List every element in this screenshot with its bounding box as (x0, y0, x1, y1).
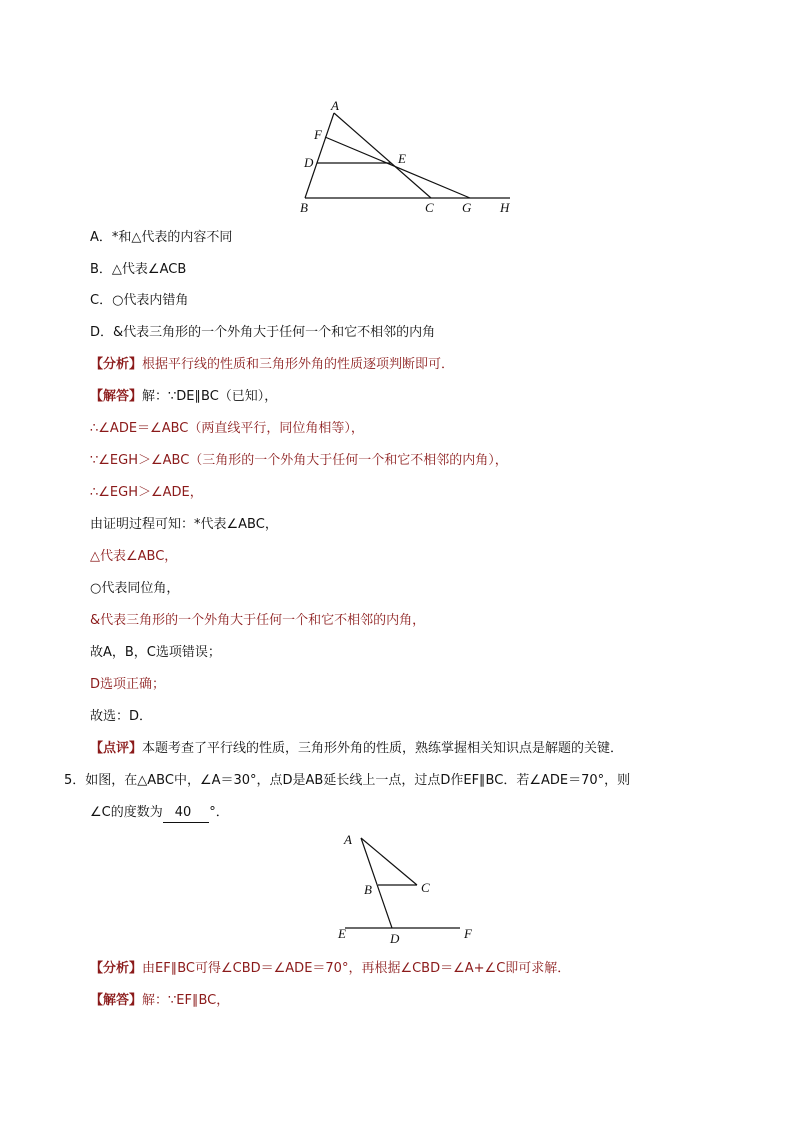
label-h: H (500, 200, 510, 215)
q5-number: 5． (64, 773, 86, 788)
figure-1-geometry (290, 95, 520, 220)
q5-analysis (90, 960, 570, 978)
option-d-letter: D． (90, 325, 114, 340)
option-c-letter: C． (90, 293, 113, 308)
analysis-tag: 【分析】 (90, 357, 143, 372)
label-b: B (300, 200, 308, 215)
q4-comment (90, 740, 623, 758)
analysis-text: 根据平行线的性质和三角形外角的性质逐项判断即可． (142, 357, 455, 372)
label-a: A (331, 98, 339, 113)
q4-step: 故选：D． (90, 709, 153, 724)
comment-tag: 【点评】 (90, 741, 143, 756)
q5-stem: 如图，在△ABC中，∠A＝30°，点D是AB延长线上一点，过点D作EF∥BC．若∠ADE＝70°，则 (85, 773, 631, 788)
option-d-text: &代表三角形的一个外角大于任何一个和它不相邻的内角 (113, 325, 436, 340)
option-b (90, 261, 186, 279)
option-c-text: ○代表内错角 (112, 293, 189, 308)
label-f: F (314, 127, 322, 142)
q4-answer (90, 388, 277, 406)
q4-step: ∵∠EGH＞∠ABC（三角形的一个外角大于任何一个和它不相邻的内角）， (90, 453, 508, 468)
label-c: C (425, 200, 434, 215)
option-a-letter: A． (90, 230, 112, 245)
segment-fg (325, 137, 470, 198)
option-d (90, 324, 435, 342)
analysis-text: 由EF∥BC可得∠CBD＝∠ADE＝70°，再根据∠CBD＝∠A+∠C即可求解． (142, 961, 571, 976)
answer-intro: 解：∵DE∥BC（已知）， (142, 389, 278, 404)
label-f: F (464, 926, 472, 941)
q4-step: &代表三角形的一个外角大于任何一个和它不相邻的内角， (90, 613, 426, 628)
label-d: D (304, 155, 314, 170)
option-b-text: △代表∠ACB (111, 262, 187, 277)
answer-tag: 【解答】 (90, 993, 143, 1008)
label-g: G (462, 200, 472, 215)
label-e: E (338, 926, 346, 941)
answer-intro: 解：∵EF∥BC， (142, 993, 230, 1008)
option-b-letter: B． (90, 262, 112, 277)
label-a: A (344, 832, 352, 847)
q5-stem-line1 (64, 772, 630, 790)
q4-step: ○代表同位角， (90, 581, 180, 596)
segment-ac (334, 113, 431, 198)
comment-text: 本题考查了平行线的性质，三角形外角的性质，熟练掌握相关知识点是解题的关键． (142, 741, 624, 756)
q5-stem-post: °． (209, 805, 229, 820)
label-e: E (398, 151, 406, 166)
label-d: D (390, 931, 400, 946)
q5-answer-blank: 40 (163, 804, 210, 823)
option-a-text: *和△代表的内容不同 (111, 230, 233, 245)
q4-step: ∴∠ADE＝∠ABC（两直线平行，同位角相等）， (90, 421, 364, 436)
q4-step: 故A，B，C选项错误； (90, 645, 221, 660)
q4-step: ∴∠EGH＞∠ADE， (90, 485, 203, 500)
label-c: C (421, 880, 430, 895)
answer-tag: 【解答】 (90, 389, 143, 404)
q4-step: D选项正确； (90, 677, 166, 692)
q5-stem-pre: ∠C的度数为 (90, 805, 163, 820)
q4-step: △代表∠ABC， (90, 549, 178, 564)
analysis-tag: 【分析】 (90, 961, 143, 976)
q4-analysis (90, 356, 454, 374)
figure-2-geometry (330, 828, 480, 948)
q5-answer (90, 992, 229, 1010)
option-a (90, 229, 232, 247)
label-b: B (364, 882, 372, 897)
q5-stem-line2 (90, 804, 229, 823)
q4-step: 由证明过程可知：*代表∠ABC， (90, 517, 278, 532)
option-c (90, 292, 188, 310)
